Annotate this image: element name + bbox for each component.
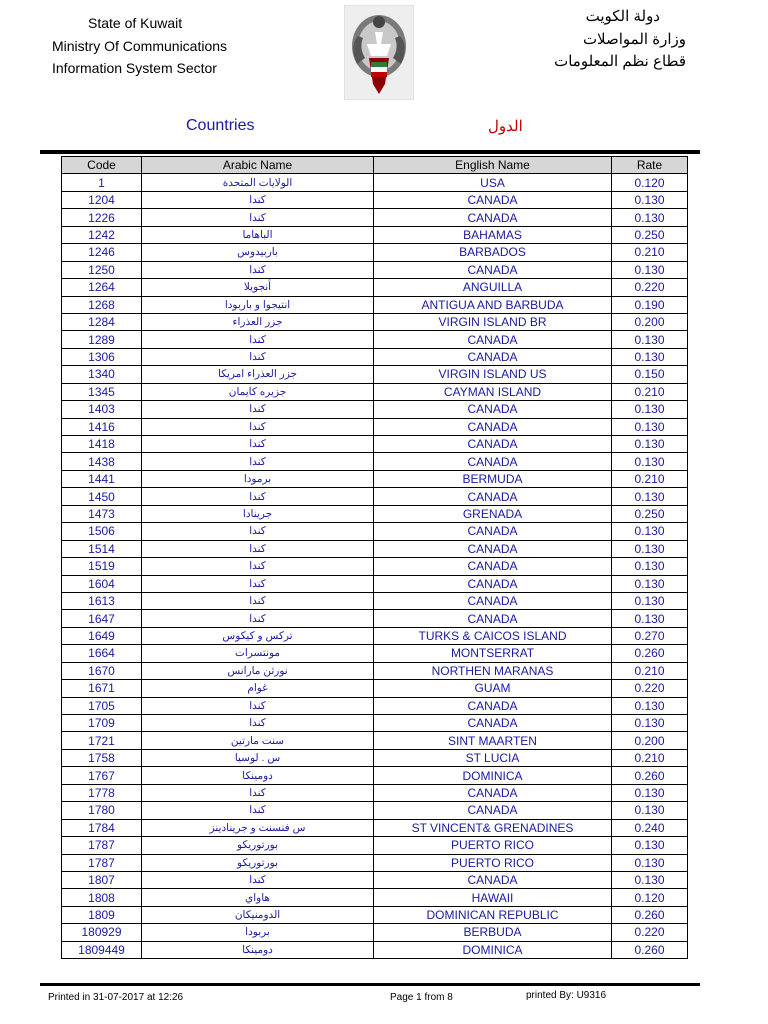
cell-arabic-name: بربودا: [142, 924, 374, 941]
cell-english-name: GUAM: [374, 680, 612, 697]
cell-english-name: CANADA: [374, 715, 612, 732]
cell-rate: 0.240: [612, 819, 688, 836]
column-header-arabic-name: Arabic Name: [142, 157, 374, 174]
cell-code: 1306: [62, 348, 142, 365]
cell-english-name: CANADA: [374, 592, 612, 609]
cell-english-name: MONTSERRAT: [374, 645, 612, 662]
cell-english-name: VIRGIN ISLAND BR: [374, 313, 612, 330]
cell-arabic-name: كندا: [142, 453, 374, 470]
cell-english-name: HAWAII: [374, 889, 612, 906]
table-row: [62, 331, 688, 348]
cell-english-name: DOMINICA: [374, 941, 612, 958]
table-row: [62, 261, 688, 278]
cell-arabic-name: كندا: [142, 575, 374, 592]
cell-rate: 0.210: [612, 662, 688, 679]
cell-code: 1784: [62, 819, 142, 836]
cell-rate: 0.220: [612, 279, 688, 296]
cell-english-name: CANADA: [374, 784, 612, 801]
cell-arabic-name: دومينكا: [142, 941, 374, 958]
cell-code: 1345: [62, 383, 142, 400]
header-en-line-3: Information System Sector: [52, 60, 217, 76]
cell-code: 1519: [62, 558, 142, 575]
table-header-row: [62, 157, 688, 174]
cell-rate: 0.260: [612, 645, 688, 662]
cell-code: 1758: [62, 749, 142, 766]
cell-arabic-name: جزر العذراء امريكا: [142, 366, 374, 383]
cell-arabic-name: دومينكا: [142, 767, 374, 784]
cell-rate: 0.120: [612, 889, 688, 906]
cell-arabic-name: نورثن مارانس: [142, 662, 374, 679]
table-row: [62, 470, 688, 487]
cell-rate: 0.130: [612, 209, 688, 226]
table-row: [62, 383, 688, 400]
cell-arabic-name: كندا: [142, 523, 374, 540]
cell-arabic-name: كندا: [142, 558, 374, 575]
cell-code: 1246: [62, 244, 142, 261]
cell-rate: 0.130: [612, 348, 688, 365]
table-row: [62, 906, 688, 923]
table-row: [62, 645, 688, 662]
cell-arabic-name: جزيره كايمان: [142, 383, 374, 400]
table-row: [62, 540, 688, 557]
cell-code: 1647: [62, 610, 142, 627]
cell-english-name: DOMINICA: [374, 767, 612, 784]
cell-arabic-name: كندا: [142, 610, 374, 627]
cell-english-name: CANADA: [374, 610, 612, 627]
cell-english-name: CANADA: [374, 697, 612, 714]
cell-rate: 0.210: [612, 383, 688, 400]
cell-arabic-name: كندا: [142, 488, 374, 505]
cell-english-name: BAHAMAS: [374, 226, 612, 243]
cell-english-name: CANADA: [374, 261, 612, 278]
cell-english-name: ST LUCIA: [374, 749, 612, 766]
cell-english-name: CANADA: [374, 488, 612, 505]
cell-english-name: DOMINICAN REPUBLIC: [374, 906, 612, 923]
cell-rate: 0.130: [612, 854, 688, 871]
cell-arabic-name: كندا: [142, 784, 374, 801]
table-row: [62, 610, 688, 627]
cell-rate: 0.260: [612, 767, 688, 784]
cell-rate: 0.130: [612, 401, 688, 418]
cell-arabic-name: بورتوريكو: [142, 837, 374, 854]
cell-code: 1289: [62, 331, 142, 348]
table-row: [62, 418, 688, 435]
cell-arabic-name: كندا: [142, 436, 374, 453]
cell-code: 1204: [62, 191, 142, 208]
table-body: [62, 174, 688, 959]
cell-english-name: PUERTO RICO: [374, 854, 612, 871]
cell-rate: 0.200: [612, 313, 688, 330]
table-row: [62, 313, 688, 330]
cell-arabic-name: أنجويلا: [142, 279, 374, 296]
cell-code: 1604: [62, 575, 142, 592]
cell-rate: 0.130: [612, 523, 688, 540]
table-row: [62, 209, 688, 226]
cell-english-name: BERBUDA: [374, 924, 612, 941]
cell-english-name: ANGUILLA: [374, 279, 612, 296]
cell-code: 1250: [62, 261, 142, 278]
cell-arabic-name: كندا: [142, 209, 374, 226]
cell-code: 1808: [62, 889, 142, 906]
cell-rate: 0.130: [612, 871, 688, 888]
cell-rate: 0.200: [612, 732, 688, 749]
cell-arabic-name: غوام: [142, 680, 374, 697]
table-row: [62, 627, 688, 644]
cell-rate: 0.150: [612, 366, 688, 383]
cell-code: 1807: [62, 871, 142, 888]
table-row: [62, 767, 688, 784]
table-row: [62, 296, 688, 313]
cell-code: 1767: [62, 767, 142, 784]
cell-rate: 0.190: [612, 296, 688, 313]
cell-rate: 0.130: [612, 331, 688, 348]
cell-english-name: TURKS & CAICOS ISLAND: [374, 627, 612, 644]
cell-rate: 0.130: [612, 575, 688, 592]
cell-arabic-name: كندا: [142, 871, 374, 888]
table-row: [62, 348, 688, 365]
cell-arabic-name: انتيجوا و باربودا: [142, 296, 374, 313]
header-ar-line-1: دولة الكويت: [585, 8, 660, 25]
cell-arabic-name: كندا: [142, 715, 374, 732]
table-row: [62, 732, 688, 749]
cell-english-name: ANTIGUA AND BARBUDA: [374, 296, 612, 313]
header-ar-line-2: وزارة المواصلات: [582, 30, 686, 48]
cell-rate: 0.130: [612, 802, 688, 819]
cell-code: 1416: [62, 418, 142, 435]
cell-english-name: CANADA: [374, 401, 612, 418]
cell-english-name: CANADA: [374, 523, 612, 540]
cell-english-name: CANADA: [374, 436, 612, 453]
cell-english-name: PUERTO RICO: [374, 837, 612, 854]
cell-code: 1787: [62, 837, 142, 854]
column-header-code: Code: [62, 157, 142, 174]
cell-code: 1613: [62, 592, 142, 609]
table-row: [62, 453, 688, 470]
cell-arabic-name: س . لوسيا: [142, 749, 374, 766]
cell-english-name: BERMUDA: [374, 470, 612, 487]
table-row: [62, 558, 688, 575]
cell-code: 1709: [62, 715, 142, 732]
cell-arabic-name: الولايات المتحدة: [142, 174, 374, 191]
cell-arabic-name: هاواي: [142, 889, 374, 906]
header-arabic: [554, 6, 686, 74]
cell-arabic-name: س فنسنت و جرينادينز: [142, 819, 374, 836]
cell-code: 180929: [62, 924, 142, 941]
cell-code: 1671: [62, 680, 142, 697]
footer-printed-date: Printed in 31-07-2017 at 12:26: [48, 992, 184, 1003]
cell-rate: 0.130: [612, 488, 688, 505]
table-row: [62, 505, 688, 522]
cell-arabic-name: كندا: [142, 401, 374, 418]
cell-code: 1705: [62, 697, 142, 714]
cell-rate: 0.270: [612, 627, 688, 644]
cell-rate: 0.220: [612, 924, 688, 941]
cell-arabic-name: كندا: [142, 191, 374, 208]
cell-code: 1438: [62, 453, 142, 470]
cell-rate: 0.120: [612, 174, 688, 191]
cell-rate: 0.130: [612, 436, 688, 453]
table-row: [62, 924, 688, 941]
cell-english-name: CANADA: [374, 418, 612, 435]
cell-arabic-name: كندا: [142, 348, 374, 365]
cell-rate: 0.130: [612, 191, 688, 208]
cell-code: 1418: [62, 436, 142, 453]
cell-rate: 0.130: [612, 610, 688, 627]
table-row: [62, 889, 688, 906]
cell-rate: 0.130: [612, 837, 688, 854]
cell-code: 1787: [62, 854, 142, 871]
cell-code: 1450: [62, 488, 142, 505]
cell-english-name: CANADA: [374, 331, 612, 348]
cell-rate: 0.210: [612, 470, 688, 487]
cell-arabic-name: كندا: [142, 418, 374, 435]
column-header-english-name: English Name: [374, 157, 612, 174]
table-row: [62, 871, 688, 888]
header-en-line-1: State of Kuwait: [88, 15, 183, 31]
table-row: [62, 488, 688, 505]
cell-arabic-name: الباهاما: [142, 226, 374, 243]
header-en-line-2: Ministry Of Communications: [52, 37, 228, 54]
cell-arabic-name: تركس و كيكوس: [142, 627, 374, 644]
cell-english-name: SINT MAARTEN: [374, 732, 612, 749]
cell-code: 1721: [62, 732, 142, 749]
header-english: [52, 12, 227, 80]
cell-code: 1284: [62, 313, 142, 330]
cell-english-name: GRENADA: [374, 505, 612, 522]
cell-english-name: CANADA: [374, 575, 612, 592]
cell-code: 1441: [62, 470, 142, 487]
table-row: [62, 174, 688, 191]
cell-code: 1670: [62, 662, 142, 679]
cell-english-name: CANADA: [374, 871, 612, 888]
cell-english-name: CAYMAN ISLAND: [374, 383, 612, 400]
cell-rate: 0.250: [612, 226, 688, 243]
cell-arabic-name: كندا: [142, 331, 374, 348]
table-row: [62, 941, 688, 958]
cell-rate: 0.130: [612, 558, 688, 575]
table-row: [62, 401, 688, 418]
cell-english-name: VIRGIN ISLAND US: [374, 366, 612, 383]
cell-english-name: CANADA: [374, 191, 612, 208]
table-row: [62, 279, 688, 296]
cell-rate: 0.210: [612, 749, 688, 766]
table-row: [62, 802, 688, 819]
bottom-divider: [40, 983, 700, 986]
table-row: [62, 662, 688, 679]
cell-rate: 0.260: [612, 941, 688, 958]
cell-code: 1809449: [62, 941, 142, 958]
kuwait-emblem-icon: [345, 6, 413, 99]
table-row: [62, 523, 688, 540]
cell-english-name: ST VINCENT& GRENADINES: [374, 819, 612, 836]
cell-arabic-name: كندا: [142, 540, 374, 557]
cell-code: 1: [62, 174, 142, 191]
cell-rate: 0.210: [612, 244, 688, 261]
cell-code: 1473: [62, 505, 142, 522]
table-row: [62, 749, 688, 766]
cell-arabic-name: الدومنيكان: [142, 906, 374, 923]
cell-rate: 0.130: [612, 453, 688, 470]
cell-rate: 0.130: [612, 592, 688, 609]
page-title-english: Countries: [186, 117, 255, 134]
cell-arabic-name: سنت مارتين: [142, 732, 374, 749]
table-row: [62, 680, 688, 697]
cell-english-name: CANADA: [374, 453, 612, 470]
cell-arabic-name: بورتوريكو: [142, 854, 374, 871]
cell-rate: 0.220: [612, 680, 688, 697]
table-row: [62, 191, 688, 208]
top-divider: [40, 150, 700, 154]
table-row: [62, 226, 688, 243]
cell-english-name: CANADA: [374, 558, 612, 575]
table-row: [62, 819, 688, 836]
table-row: [62, 244, 688, 261]
cell-code: 1403: [62, 401, 142, 418]
table-row: [62, 366, 688, 383]
cell-rate: 0.130: [612, 540, 688, 557]
table-row: [62, 592, 688, 609]
cell-arabic-name: مونتسرات: [142, 645, 374, 662]
cell-arabic-name: كندا: [142, 261, 374, 278]
cell-rate: 0.130: [612, 261, 688, 278]
cell-english-name: CANADA: [374, 802, 612, 819]
cell-code: 1242: [62, 226, 142, 243]
cell-english-name: NORTHEN MARANAS: [374, 662, 612, 679]
cell-code: 1264: [62, 279, 142, 296]
kuwait-emblem-logo: [344, 5, 414, 100]
table-row: [62, 784, 688, 801]
cell-code: 1268: [62, 296, 142, 313]
footer-printed-by: printed By: U9316: [526, 990, 607, 1001]
cell-rate: 0.130: [612, 715, 688, 732]
cell-code: 1664: [62, 645, 142, 662]
cell-arabic-name: برمودا: [142, 470, 374, 487]
countries-table: [61, 156, 688, 959]
cell-arabic-name: جزر العذراء: [142, 313, 374, 330]
cell-code: 1506: [62, 523, 142, 540]
cell-rate: 0.130: [612, 784, 688, 801]
cell-arabic-name: باربيدوس: [142, 244, 374, 261]
cell-rate: 0.130: [612, 697, 688, 714]
page-title-arabic: الدول: [488, 118, 523, 135]
table-row: [62, 575, 688, 592]
table-row: [62, 837, 688, 854]
header-ar-line-3: قطاع نظم المعلومات: [554, 53, 686, 70]
cell-english-name: CANADA: [374, 209, 612, 226]
table-row: [62, 697, 688, 714]
cell-code: 1340: [62, 366, 142, 383]
cell-code: 1649: [62, 627, 142, 644]
cell-english-name: CANADA: [374, 348, 612, 365]
column-header-rate: Rate: [612, 157, 688, 174]
cell-code: 1226: [62, 209, 142, 226]
cell-rate: 0.250: [612, 505, 688, 522]
cell-rate: 0.260: [612, 906, 688, 923]
cell-code: 1514: [62, 540, 142, 557]
table-row: [62, 436, 688, 453]
cell-arabic-name: كندا: [142, 592, 374, 609]
cell-arabic-name: كندا: [142, 697, 374, 714]
cell-code: 1780: [62, 802, 142, 819]
footer-page-number: Page 1 from 8: [390, 992, 453, 1003]
cell-english-name: USA: [374, 174, 612, 191]
cell-code: 1809: [62, 906, 142, 923]
cell-arabic-name: جرينادا: [142, 505, 374, 522]
table-row: [62, 854, 688, 871]
cell-code: 1778: [62, 784, 142, 801]
cell-english-name: CANADA: [374, 540, 612, 557]
cell-rate: 0.130: [612, 418, 688, 435]
table-row: [62, 715, 688, 732]
cell-english-name: BARBADOS: [374, 244, 612, 261]
cell-arabic-name: كندا: [142, 802, 374, 819]
